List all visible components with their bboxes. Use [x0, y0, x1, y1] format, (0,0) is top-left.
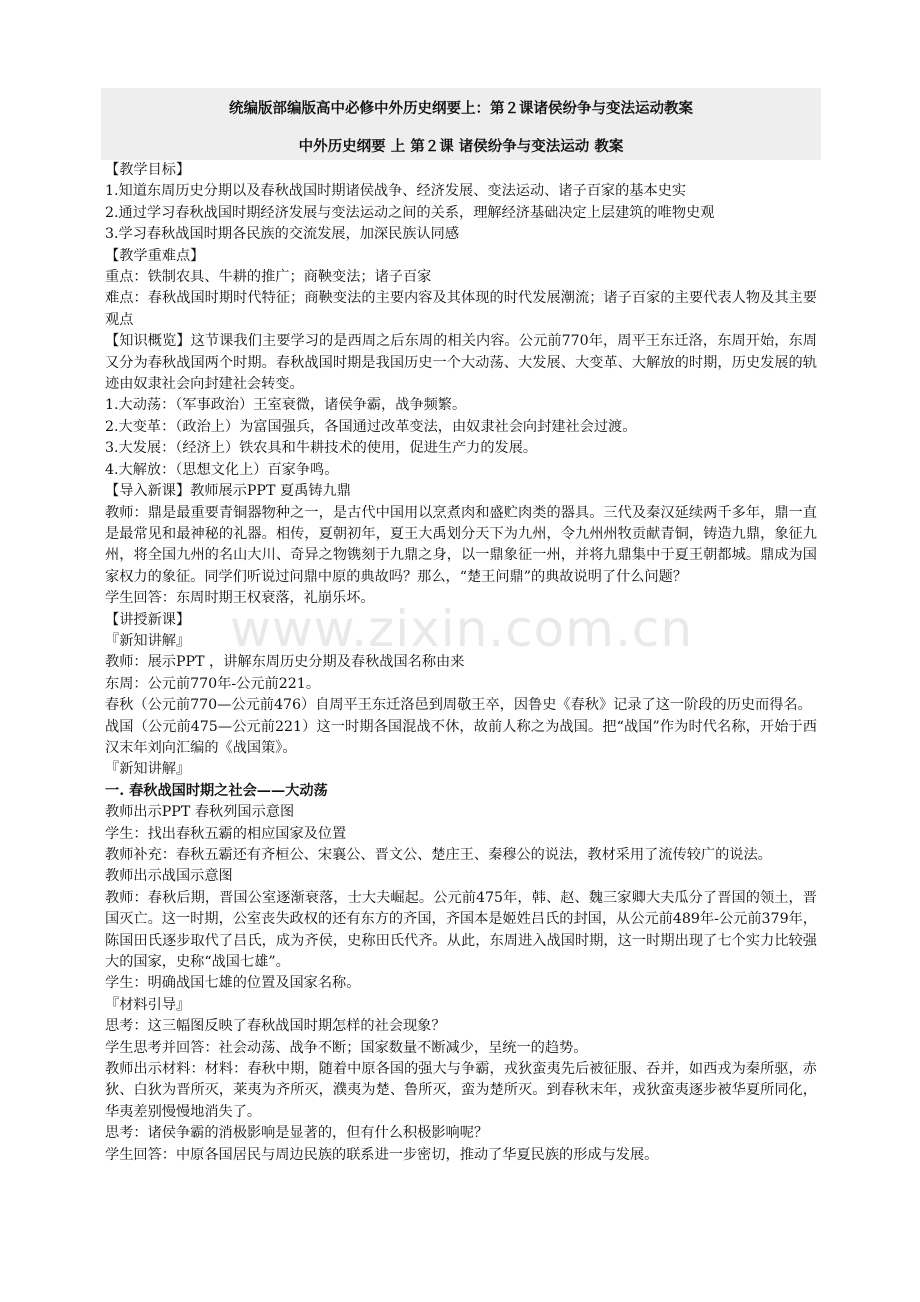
paragraph: 学生：明确战国七雄的位置及国家名称。	[105, 975, 361, 992]
paragraph: 教师：鼎是最重要青铜器物种之一，是古代中国用以烹煮肉和盛贮肉类的器具。三代及秦汉延续两千多年，鼎一直是最常见和最神秘的礼器。相传，夏朝初年，夏王大禹划分天下为九州，令九州州牧贡献青铜，铸造九鼎，象征九州，将全国九州的名山大川、奇异之物镌刻于九鼎之身，以一鼎象征一州，并将九鼎集中于夏王朝都城。鼎成为国家权力的象征。同学们听说过问鼎中原的典故吗？那么，“楚王问鼎”的典故说明了什么问题？	[105, 504, 817, 585]
paragraph: 【知识概览】这节课我们主要学习的是西周之后东周的相关内容。公元前770年，周平王东迁洛，东周开始，东周又分为春秋战国两个时期。春秋战国时期是我国历史一个大动荡、大发展、大变革、大解放的时期，历史发展的轨迹由奴隶社会向封建社会转变。	[105, 333, 817, 393]
paragraph: 1.大动荡：（军事政治）王室衰微，诸侯争霸，战争频繁。	[105, 397, 467, 414]
paragraph: 学生回答：中原各国居民与周边民族的联系进一步密切，推动了华夏民族的形成与发展。	[105, 1146, 659, 1163]
paragraph: 【教学目标】	[105, 162, 191, 178]
paragraph: 【教学重难点】	[105, 247, 205, 264]
paragraph: 教师：春秋后期，晋国公室逐渐衰落，士大夫崛起。公元前475年，韩、赵、魏三家卿大夫瓜分了晋国的领土，晋国灭亡。这一时期，公室丧失政权的还有东方的齐国，齐国本是姬姓吕氏的封国，从公元前489年-公元前379年，陈国田氏逐步取代了吕氏，成为齐侯，史称田氏代齐。从此，东周进入战国时期，这一时期出现了七个实力比较强大的国家，史称“战国七雄”。	[105, 889, 817, 971]
watermark: www.zixin.com.cn	[230, 600, 694, 658]
paragraph: 春秋（公元前770—公元前476）自周平王东迁洛邑到周敬王卒，因鲁史《春秋》记录了这一阶段的历史而得名。	[105, 697, 812, 714]
document-body	[105, 160, 817, 1166]
paragraph: 【导入新课】教师展示PPT 夏禹铸九鼎	[105, 483, 351, 500]
paragraph: 『新知讲解』	[105, 632, 191, 649]
paragraph: 【讲授新课】	[105, 611, 191, 628]
paragraph: 东周：公元前770年-公元前221。	[105, 675, 321, 692]
paragraph: 战国（公元前475—公元前221）这一时期各国混战不休，故前人称之为战国。把“战国”作为时代名称，开始于西汉末年刘向汇编的《战国策》。	[105, 718, 817, 756]
document-page	[105, 88, 817, 1166]
paragraph: 『材料引导』	[105, 996, 191, 1013]
paragraph: 教师出示材料：材料：春秋中期，随着中原各国的强大与争霸，戎狄蛮夷先后被征服、吞并，如西戎为秦所驱，赤狄、白狄为晋所灭，莱夷为齐所灭，濮夷为楚、鲁所灭，蛮为楚所灭。到春秋末年，戎狄蛮夷逐步被华夏所同化，华夷差别慢慢地消失了。	[105, 1061, 817, 1120]
document-subtitle: 中外历史纲要 上 第２课 诸侯纷争与变法运动 教案	[298, 138, 624, 155]
paragraph: 重点：铁制农具、牛耕的推广；商鞅变法；诸子百家	[105, 269, 432, 286]
paragraph: 学生：找出春秋五霸的相应国家及位置	[105, 825, 347, 842]
paragraph: 教师出示战国示意图	[105, 868, 233, 885]
paragraph: 3.学习春秋战国时期各民族的交流发展，加深民族认同感	[105, 226, 460, 243]
paragraph: 『新知讲解』	[105, 761, 191, 778]
paragraph: 教师补充：春秋五霸还有齐桓公、宋襄公、晋文公、楚庄王、秦穆公的说法，教材采用了流传较广的说法。	[105, 847, 772, 863]
header-band	[101, 88, 821, 160]
paragraph: 学生回答：东周时期王权衰落，礼崩乐坏。	[105, 590, 375, 607]
paragraph: 难点：春秋战国时期时代特征；商鞅变法的主要内容及其体现的时代发展潮流；诸子百家的主要代表人物及其主要观点	[105, 290, 817, 328]
paragraph: 教师：展示PPT ，讲解东周历史分期及春秋战国名称由来	[105, 654, 465, 671]
paragraph: 学生思考并回答：社会动荡、战争不断；国家数量不断减少，呈统一的趋势。	[105, 1039, 588, 1056]
paragraph: 4.大解放：（思想文化上）百家争鸣。	[105, 461, 339, 478]
paragraph: 1.知道东周历史分期以及春秋战国时期诸侯战争、经济发展、变法运动、诸子百家的基本史实	[105, 183, 687, 200]
document-title: 统编版部编版高中必修中外历史纲要上：第２课诸侯纷争与变法运动教案	[229, 100, 693, 117]
section-heading: 一. 春秋战国时期之社会——大动荡	[105, 782, 328, 799]
paragraph: 教师出示PPT 春秋列国示意图	[105, 804, 295, 821]
paragraph: 思考：诸侯争霸的消极影响是显著的，但有什么积极影响呢？	[105, 1125, 489, 1142]
paragraph: 思考：这三幅图反映了春秋战国时期怎样的社会现象？	[105, 1018, 446, 1035]
paragraph: 2.大变革：（政治上）为富国强兵，各国通过改革变法，由奴隶社会向封建社会过渡。	[105, 418, 637, 435]
paragraph: 3.大发展：（经济上）铁农具和牛耕技术的使用，促进生产力的发展。	[105, 440, 538, 457]
paragraph: 2.通过学习春秋战国时期经济发展与变法运动之间的关系，理解经济基础决定上层建筑的唯物史观	[105, 204, 715, 221]
